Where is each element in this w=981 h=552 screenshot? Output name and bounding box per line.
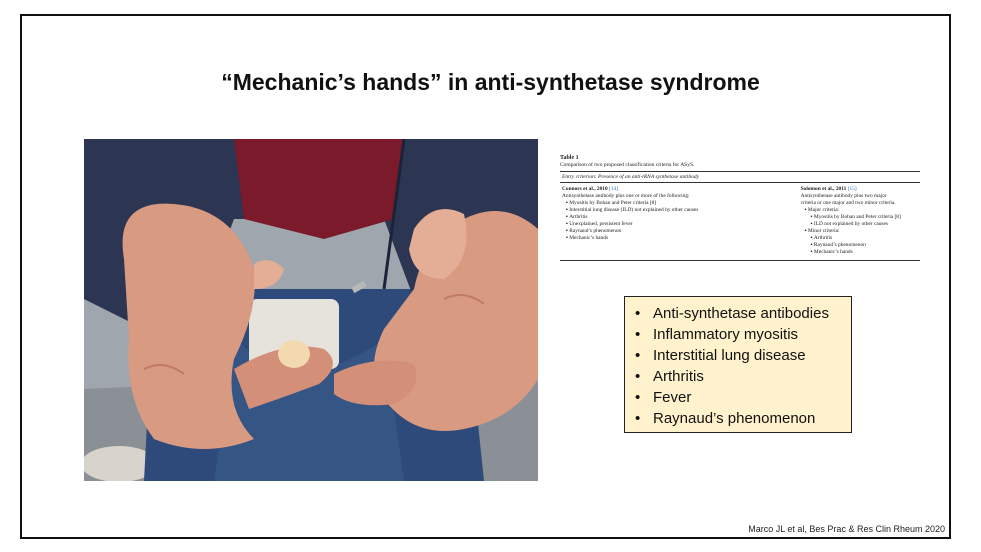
table-entry-criterion: Entry criterion: Presence of an anti-tRNA synthetase antibody: [560, 171, 920, 183]
criteria-item-label: Arthritis: [653, 368, 704, 385]
table-left-ref: [14]: [609, 186, 619, 192]
table-right-head: Solomon et al., 2011: [800, 186, 847, 192]
table-caption: Comparison of two proposed classification criteria for ASyS.: [560, 162, 695, 168]
table-right-intro: criteria or one major and two minor criteria.: [800, 200, 896, 206]
table-right-ref: [15]: [847, 186, 857, 192]
table-left-item: ▪ Unexplained, persistent fever: [562, 221, 801, 228]
table-left-head: Connors et al., 2010: [562, 186, 608, 192]
table-right-minor-item: ▪ Mechanic’s hands: [801, 249, 918, 256]
bullet-icon: •: [635, 305, 641, 322]
criteria-item-label: Inflammatory myositis: [653, 326, 799, 343]
citation: Marco JL et al, Bes Prac & Res Clin Rheum 2020: [748, 524, 945, 534]
table-right-minor-label: ▪ Minor criteria:: [801, 228, 918, 235]
criteria-item-label: Anti-synthetase antibodies: [653, 305, 829, 322]
table-left-intro: Antisynthetase antibody plus one or more of the following:: [562, 193, 690, 199]
table-left-item: ▪ Arthritis: [562, 214, 801, 221]
criteria-item: [635, 324, 843, 345]
bullet-icon: •: [635, 326, 641, 343]
criteria-item-label: Interstitial lung disease: [653, 347, 806, 364]
hands-photo: [84, 139, 538, 481]
table-left-item: ▪ Myositis by Bohan and Peter criteria [8]: [562, 200, 801, 207]
table-left-item: ▪ Interstitial lung disease (ILD) not explained by other causes: [562, 207, 801, 214]
table-right-intro: Antisynthetase antibody plus two major: [800, 193, 887, 199]
bullet-icon: •: [635, 410, 641, 427]
table-right-major-item: ▪ ILD not explained by other causes: [801, 221, 918, 228]
criteria-item: [635, 408, 843, 429]
bullet-icon: •: [635, 347, 641, 364]
table-right-major-label: ▪ Major criteria:: [801, 207, 918, 214]
table-right-column: [801, 186, 918, 256]
table-title: Table 1: [560, 155, 579, 161]
criteria-item: [635, 303, 843, 324]
table-right-major-item: ▪ Myositis by Bohan and Peter criteria [8]: [801, 214, 918, 221]
criteria-item-label: Raynaud’s phenomenon: [653, 410, 816, 427]
criteria-item: [635, 387, 843, 408]
criteria-item-label: Fever: [653, 389, 692, 406]
classification-table-excerpt: [560, 155, 920, 261]
bullet-icon: •: [635, 368, 641, 385]
hands-illustration: [84, 139, 538, 481]
table-right-minor-item: ▪ Arthritis: [801, 235, 918, 242]
criteria-list: [635, 303, 843, 429]
table-left-column: [562, 186, 801, 256]
table-left-item: ▪ Raynaud’s phenomenon: [562, 228, 801, 235]
slide-title: “Mechanic’s hands” in anti-synthetase syndrome: [221, 69, 760, 95]
criteria-item: [635, 345, 843, 366]
table-right-minor-item: ▪ Raynaud’s phenomenon: [801, 242, 918, 249]
table-left-item: ▪ Mechanic’s hands: [562, 235, 801, 242]
criteria-item: [635, 366, 843, 387]
criteria-box: [624, 296, 852, 433]
bullet-icon: •: [635, 389, 641, 406]
